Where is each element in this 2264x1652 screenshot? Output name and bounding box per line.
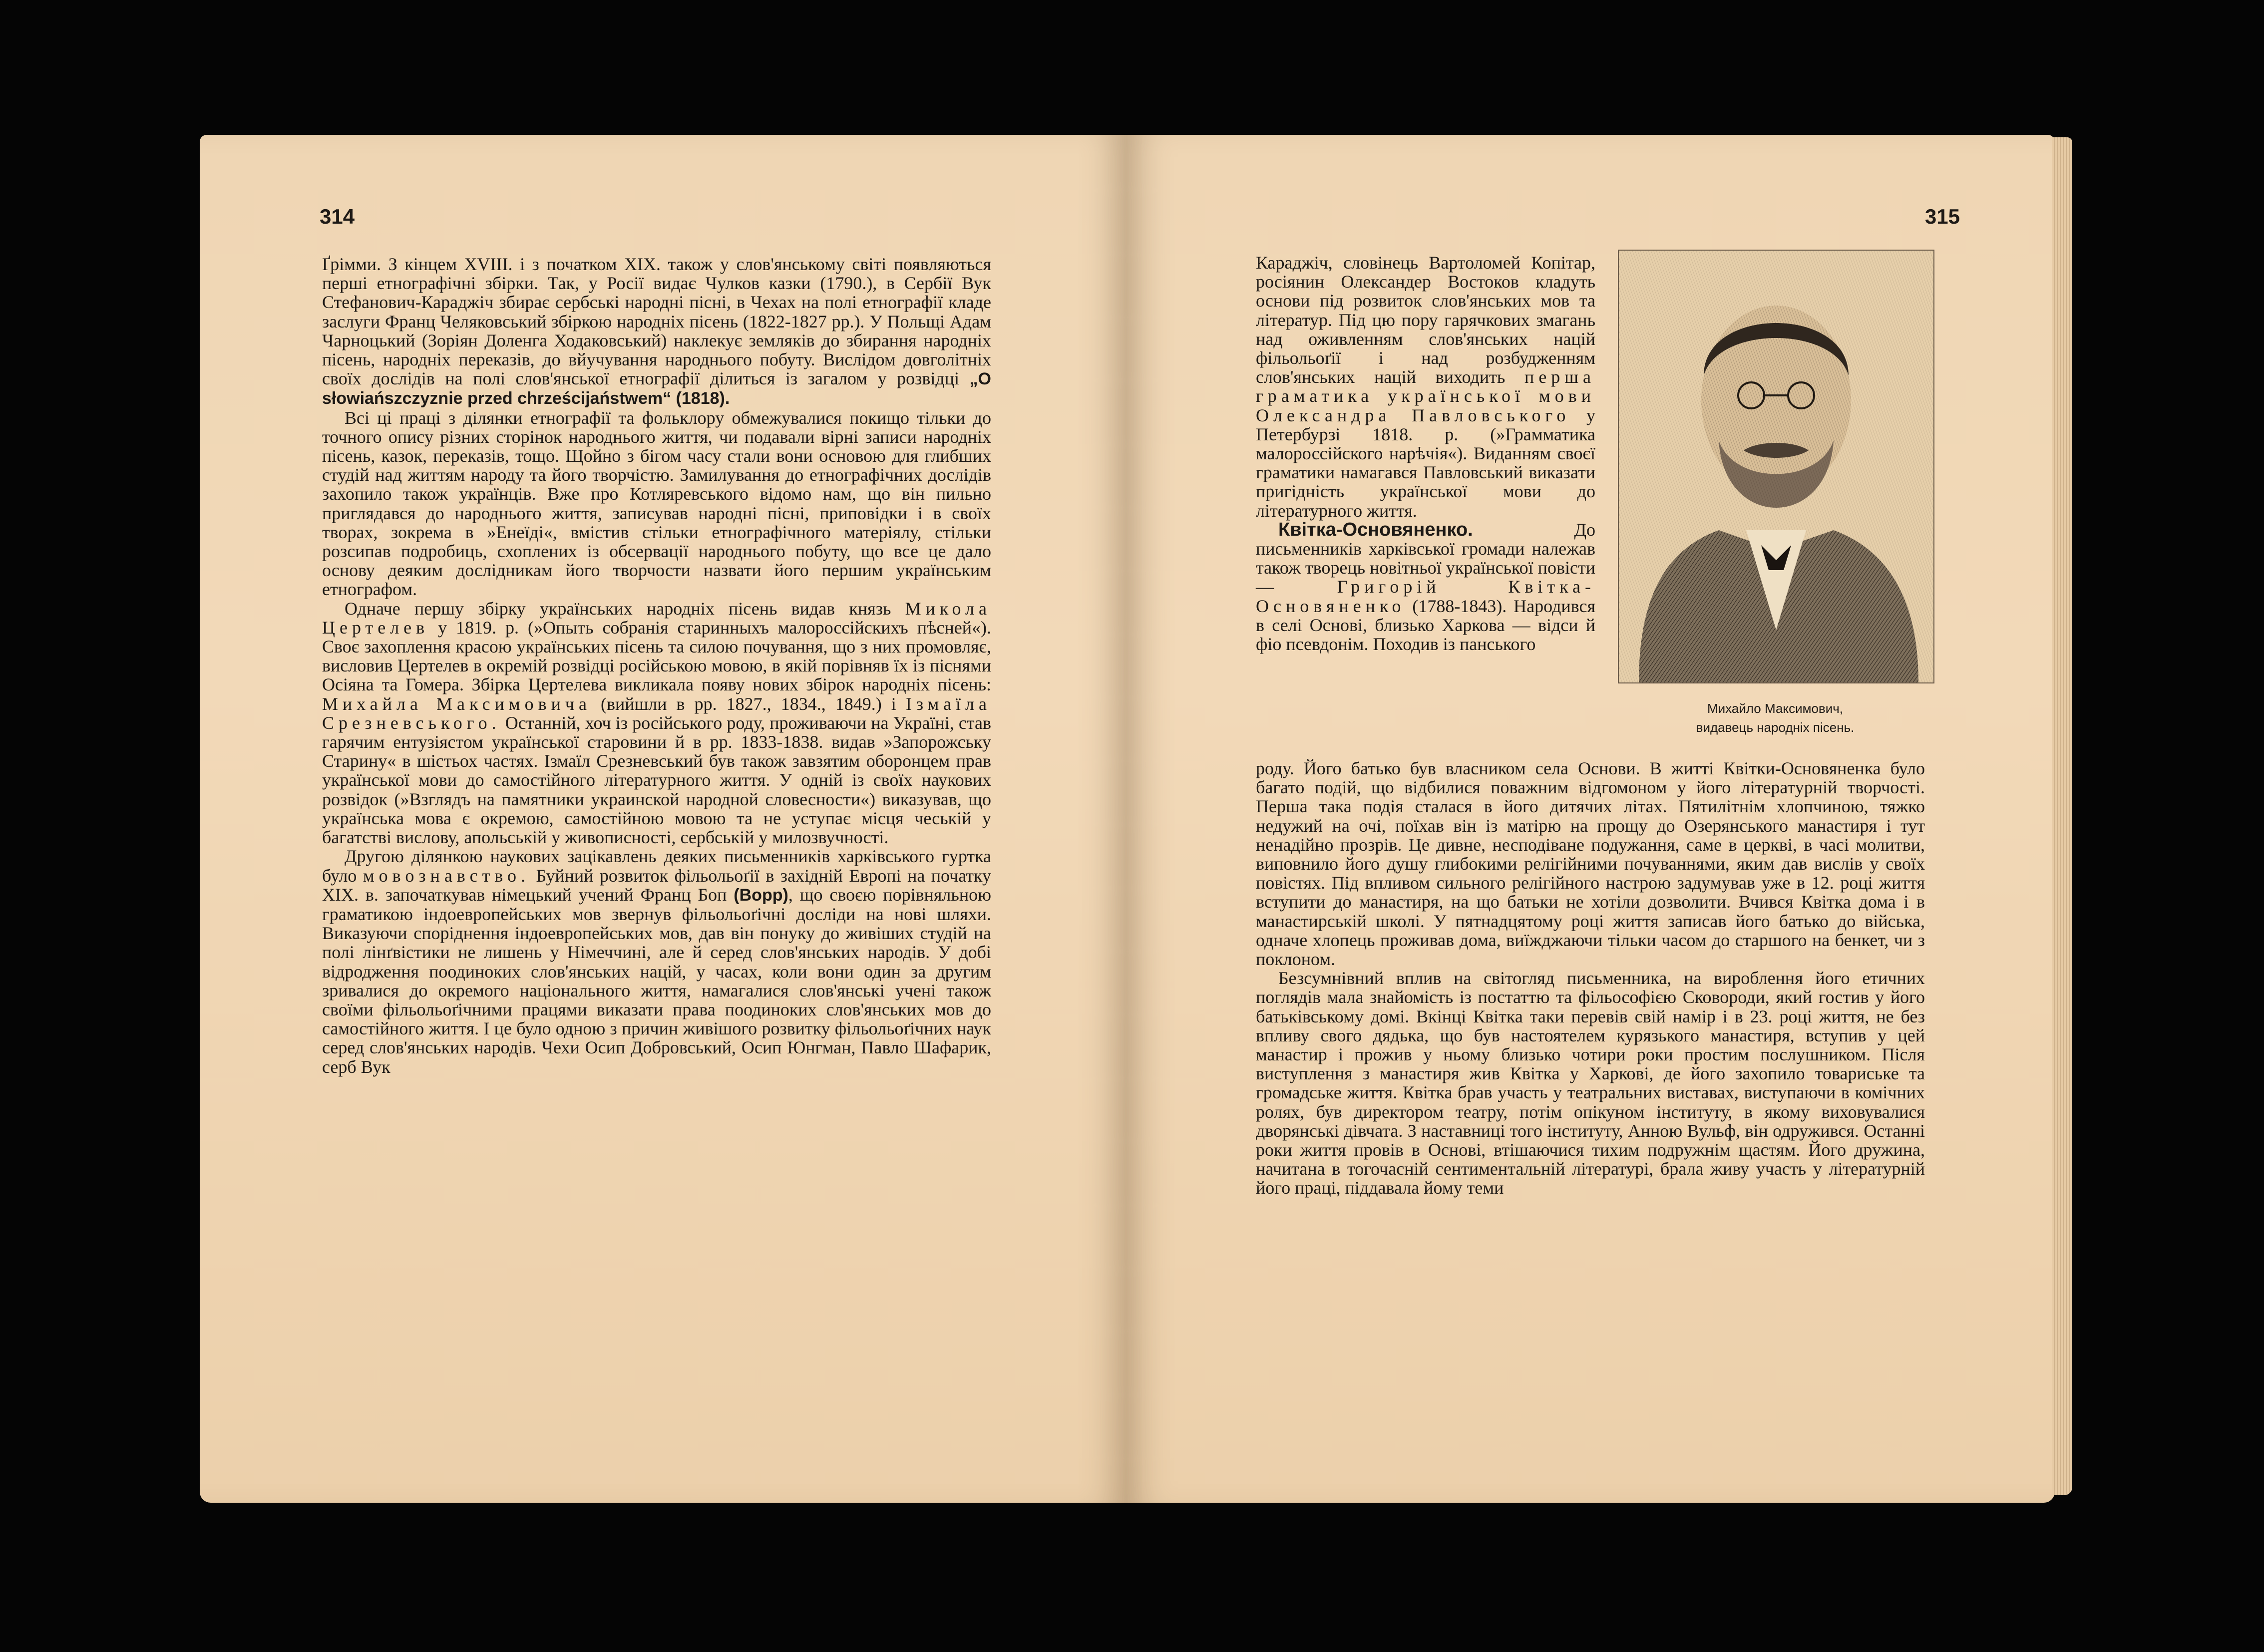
portrait-engraving (1619, 251, 1933, 682)
portrait-caption (1618, 699, 1932, 737)
left-page (200, 135, 1126, 1503)
paragraph (1256, 520, 1595, 654)
paragraph (1256, 759, 1925, 969)
text-run: у 1819. р. (»Опыть собранія старинныхъ малороссійскихъ пѣсней«). Своє захоплення красою українських пісень та силою почування, що з них промовляє, висловив Цертелев в окремій розвідці російською мовою, в якій порівняв їх із піснями Осіяна та Гомера. Збірка Цертелева викликала появу нових збірок народніх пісень: (322, 617, 991, 695)
emphasized-text: Микола Цертелев (322, 598, 991, 638)
text-run: Буйний розвиток фільольоґії в західній Европі на початку XIX. в. започаткував німецький учений Франц Боп (322, 865, 991, 905)
paragraph (322, 599, 991, 847)
portrait-illustration (1618, 250, 1934, 683)
text-run: До письменників харківської громади належав також творець новітньої української повісти — (1256, 519, 1595, 597)
emphasized-text: мовознавство. (363, 865, 530, 886)
paragraph (1256, 253, 1595, 520)
text-run: Ґрімми. З кінцем XVIII. і з початком XIX. також у слов'янському світі появляються перші етнографічні збірки. Так, у Росії видає Чулков казки (1790.), в Сербії Вук Стефанович-Караджіч збирає сербські народні пісні, в Чехах на полі етнографії кладе заслуги Франц Челяковський збіркою народніх пісень (1822-1827 pp.). У Польщі Адам Чарноцький (Зоріян Доленга Ходаковський) наклекує земляків до збирання народніх пісень, народніх переказів, до вйучування народнього побуту. Вислідом довголітніх своїх дослідів на полі слов'янської етнографії ділиться із загалом у розвідці (322, 254, 991, 389)
right-wide-text-column (1256, 759, 1925, 1198)
text-run: Одначе першу збірку українських народніх пісень видав князь (345, 598, 905, 619)
page-edges (2052, 137, 2072, 1495)
caption-line-1: Михайло Максимович, (1707, 701, 1844, 716)
emphasized-text: Григорій Квітка-Основяненко (1256, 577, 1596, 616)
right-page (1126, 135, 2055, 1503)
caption-line-2: видавець народніх пісень. (1696, 720, 1855, 735)
text-run: Останній, хоч із російського роду, проживаючи на Україні, став гарячим ентузіястом української старовини й в pp. 1833-1838. видав »Запорожську Старину« в шістьох частях. Ізмаїл Срезневський був також завзятим оборонцем прав української мови до самостійного літературного життя. У одній із своїх наукових розвідок (»Взглядъ на памятники украинской народной словесности«) виказував, що українська мова є окремою, самостійною мовою та не уступає місця чеській у багатстві вислову, апольській у живописності, сербській у милозвучності. (322, 712, 991, 848)
emphasized-text: Квітка-Основяненко. (1278, 519, 1473, 540)
paragraph (322, 408, 991, 599)
text-run: Другою ділянкою наукових зацікавлень деяких письменників харківського гуртка було (322, 846, 991, 886)
paragraph (322, 847, 991, 1076)
page-number: 314 (320, 205, 355, 228)
text-run: (вийшли в pp. 1827., 1834., 1849.) і (591, 693, 906, 714)
text-run: Караджіч, словінець Вартоломей Копітар, росіянин Олександер Востоков кладуть основи під розвиток слов'янських мов та літератур. Під цю пору гарячкових змагань над оживленням слов'янських націй фільольоґії і над розбудженням слов'янських націй виходить (1256, 253, 1595, 387)
paragraph (322, 255, 991, 408)
page-number: 315 (1924, 205, 1960, 228)
emphasized-text: Ізмаїла Срезневського. (322, 693, 991, 733)
paragraph (1256, 969, 1925, 1197)
emphasized-text: „O słowiańszczyznie przed chrześcijaństwem“ (1818). (322, 369, 991, 408)
left-text-column (322, 255, 991, 1076)
right-narrow-text-column (1256, 253, 1595, 654)
text-run: Всі ці праці з ділянки етнографії та фольклору обмежувалися покищо тільки до точного опису різних сторінок народнього життя, чи подавали вірні записи народніх пісень, казок, переказів, тощо. Щойно з бігом часу стали вони основою для глибших студій над життям народу та його творчістю. Замилування до етнографічних дослідів захопило також українців. Вже про Котляревського відомо нам, що він пильно приглядався до народнього життя, записував народні пісні, приповідки і в своїх творах, зокрема в »Енеїді«, вмістив стільки етнографічного матеріялу, стільки розсипав подробиць, схоплених із обсервації народнього побуту, що все це дало основу деяким дослідникам його творчости назвати його першим українським етнографом. (322, 407, 991, 600)
emphasized-text: (Bopp) (734, 885, 788, 905)
emphasized-text: перша граматика української мови Олександра Павловського (1256, 367, 1595, 425)
emphasized-text: Михайла Максимовича (322, 693, 591, 714)
text-run: , що своєю порівняльною граматикою індоевропейських мов звернув фільольоґічні досліди на нові шляхи. Виказуючи споріднення індоевропейських мов, дав він понуку до живіших студій на полі лінґвістики не лишень у Німеччині, але й серед слов'янських народів. У добі відродження поодиноких слов'янських націй, у часах, коли вони один за другим зривалися до окремого національного життя, намагалися слов'янські учені також своїми фільольоґічними працями виказати права поодиноких слов'янських мов до самостійного життя. І це було одною з причин живішого розвитку фільольоґічних наук серед слов'янських народів. Чехи Осип Добровський, Осип Юнгман, Павло Шафарик, серб Вук (322, 884, 991, 1077)
text-run: у Петербурзі 1818. р. (»Грамматика малороссійского нарѣчія«). Виданням своєї граматики намагався Павловський виказати пригідність української мови до літературного життя. (1256, 405, 1596, 521)
text-run: (1788-1843). Народився в селі Основі, близько Харкова — відси й фіо псевдонім. Походив із панського (1256, 596, 1595, 655)
text-run: роду. Його батько був власником села Основи. В житті Квітки-Основяненка було багато подій, що відбилися поважним відгомоном у його літературній творчості. Перша така подія сталася в його дитячих літах. Пятилітнім хлопчиною, тяжко недужий на очі, поїхав він із матірю на прощу до Озерянського манастиря і тут ненадійно прозрів. Це дивне, несподіване подужання, саме в церкві, в часі молитви, виповнило його душу глибокими релігійними почуваннями, яким дав вислів у своїх повістях. Під впливом сильного релігійного настрою задумував уже в 12. році життя вступити до манастиря, на що батьки не хотіли дозволити. Вчився Квітка дома і в манастирській школі. У пятнадцятому році життя записав його батько до війська, одначе хлопець проживав дома, виїжджаючи тільки часом до старшого на бенкет, чи з поклоном. (1256, 758, 1925, 970)
text-run: Безсумнівний вплив на світогляд письменника, на вироблення його етичних поглядів мала знайомість із постаттю та фільософією Сковороди, який гостив у його батьківському домі. Вкінці Квітка таки перевів свій намір і в 23. році життя, не без впливу свого дядька, що був настоятелем курязького манастиря, вступив у цей манастир і прожив у ньому близько чотири роки простим послушником. Після виступлення з манастиря жив Квітка у Харкові, де його захопило товариське та громадське життя. Квітка брав участь у театральних виставах, виступаючи в комічних ролях, був директором театру, потім опікуном інституту, в якому виховувалися дворянські дівчата. З наставниці того інституту, Анною Вульф, він одружився. Останні роки життя провів в Основі, втішаючися тихим подружнім щастям. Його дружина, начитана в тогочасній сентиментальній літературі, брала живу участь у літературній його праці, піддавала йому теми (1256, 968, 1925, 1198)
